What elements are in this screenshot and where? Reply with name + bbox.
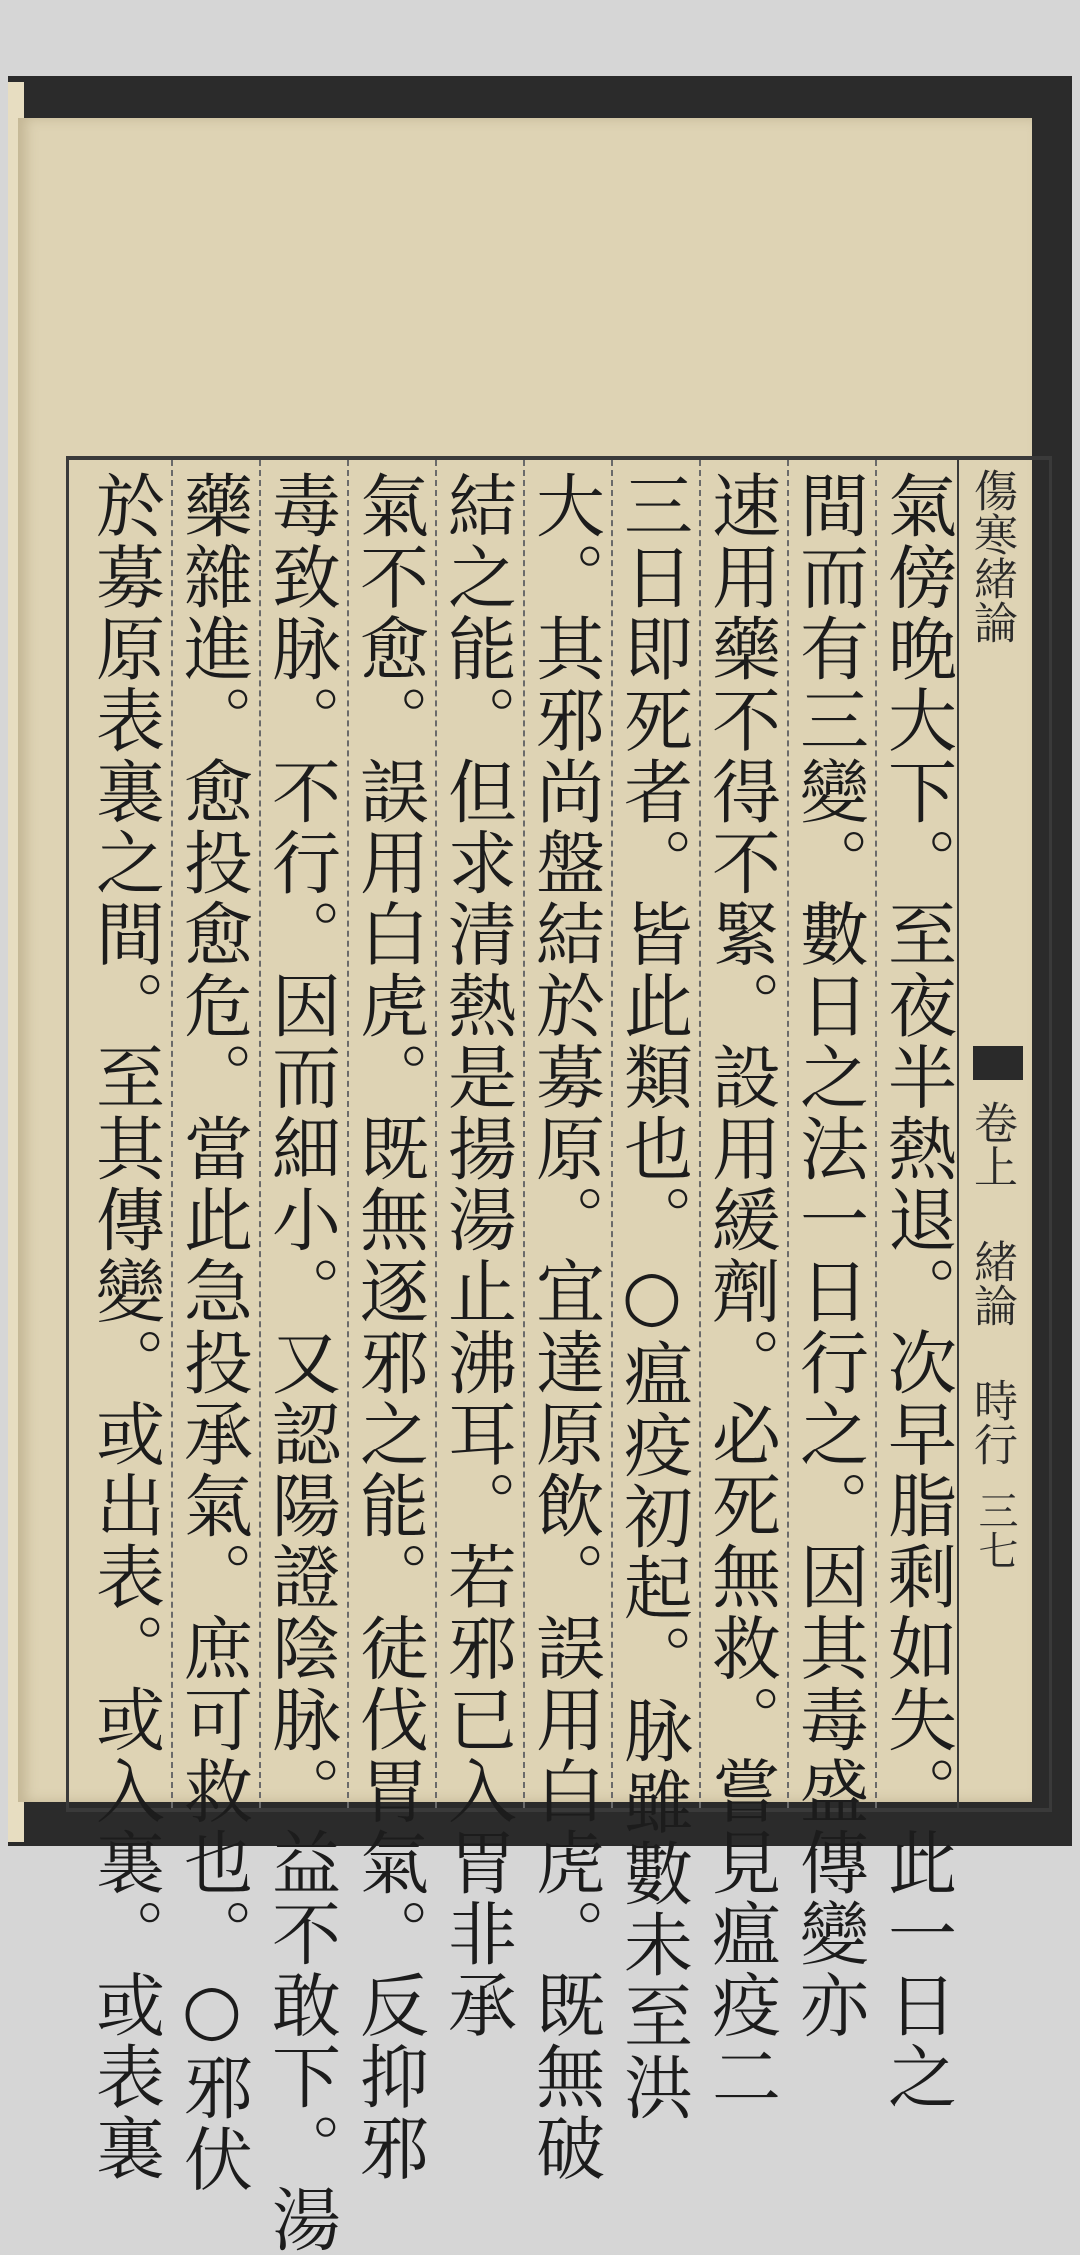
column-rule: [787, 460, 789, 1808]
center-column: [957, 460, 1051, 1808]
column-rule: [171, 460, 173, 1808]
column-rule: [523, 460, 525, 1808]
text-column-6: 結之能。但求清熱是揚湯止沸耳。若邪已入胃非承: [436, 470, 516, 2041]
column-rule: [875, 460, 877, 1808]
column-rule: [259, 460, 261, 1808]
fishtail-mark: [973, 1046, 1023, 1080]
text-column-4: 三日即死者。皆此類也。○瘟疫初起。脉雖數未至洪: [612, 470, 692, 2124]
book-page: [18, 118, 1032, 2255]
text-column-5: 大。其邪尚盤結於募原。宜達原飲。誤用白虎。既無破: [524, 470, 604, 2184]
page-number: 三七: [972, 1490, 1018, 1570]
text-column-3: 速用藥不得不緊。設用緩劑。必死無救。嘗見瘟疫二: [700, 470, 780, 2113]
text-column-2: 間而有三變。數日之法一日行之。因其毒盛傳變亦: [788, 470, 868, 2041]
text-column-1: 氣傍晚大下。至夜半熱退。次早脂剩如失。此一日之: [876, 470, 956, 2113]
text-column-10: 於募原表裏之間。至其傳變。或出表。或入裏。或表裏: [84, 470, 164, 2184]
text-frame: [66, 456, 1052, 2255]
text-column-8: 毒致脉。不行。因而細小。又認陽證陰脉。益不敢下。湯: [260, 470, 340, 2255]
text-column-9: 藥雜進。愈投愈危。當此急投承氣。庶可救也。○邪伏: [172, 470, 252, 2195]
column-rule: [611, 460, 613, 1808]
center-title: 傷寒緒論: [966, 468, 1017, 644]
text-column-7: 氣不愈。誤用白虎。既無逐邪之能。徒伐胃氣。反抑邪: [348, 470, 428, 2184]
column-rule: [699, 460, 701, 1808]
column-rule: [435, 460, 437, 1808]
center-section: 卷上 緒論 時行: [966, 1100, 1017, 1466]
column-rule: [347, 460, 349, 1808]
